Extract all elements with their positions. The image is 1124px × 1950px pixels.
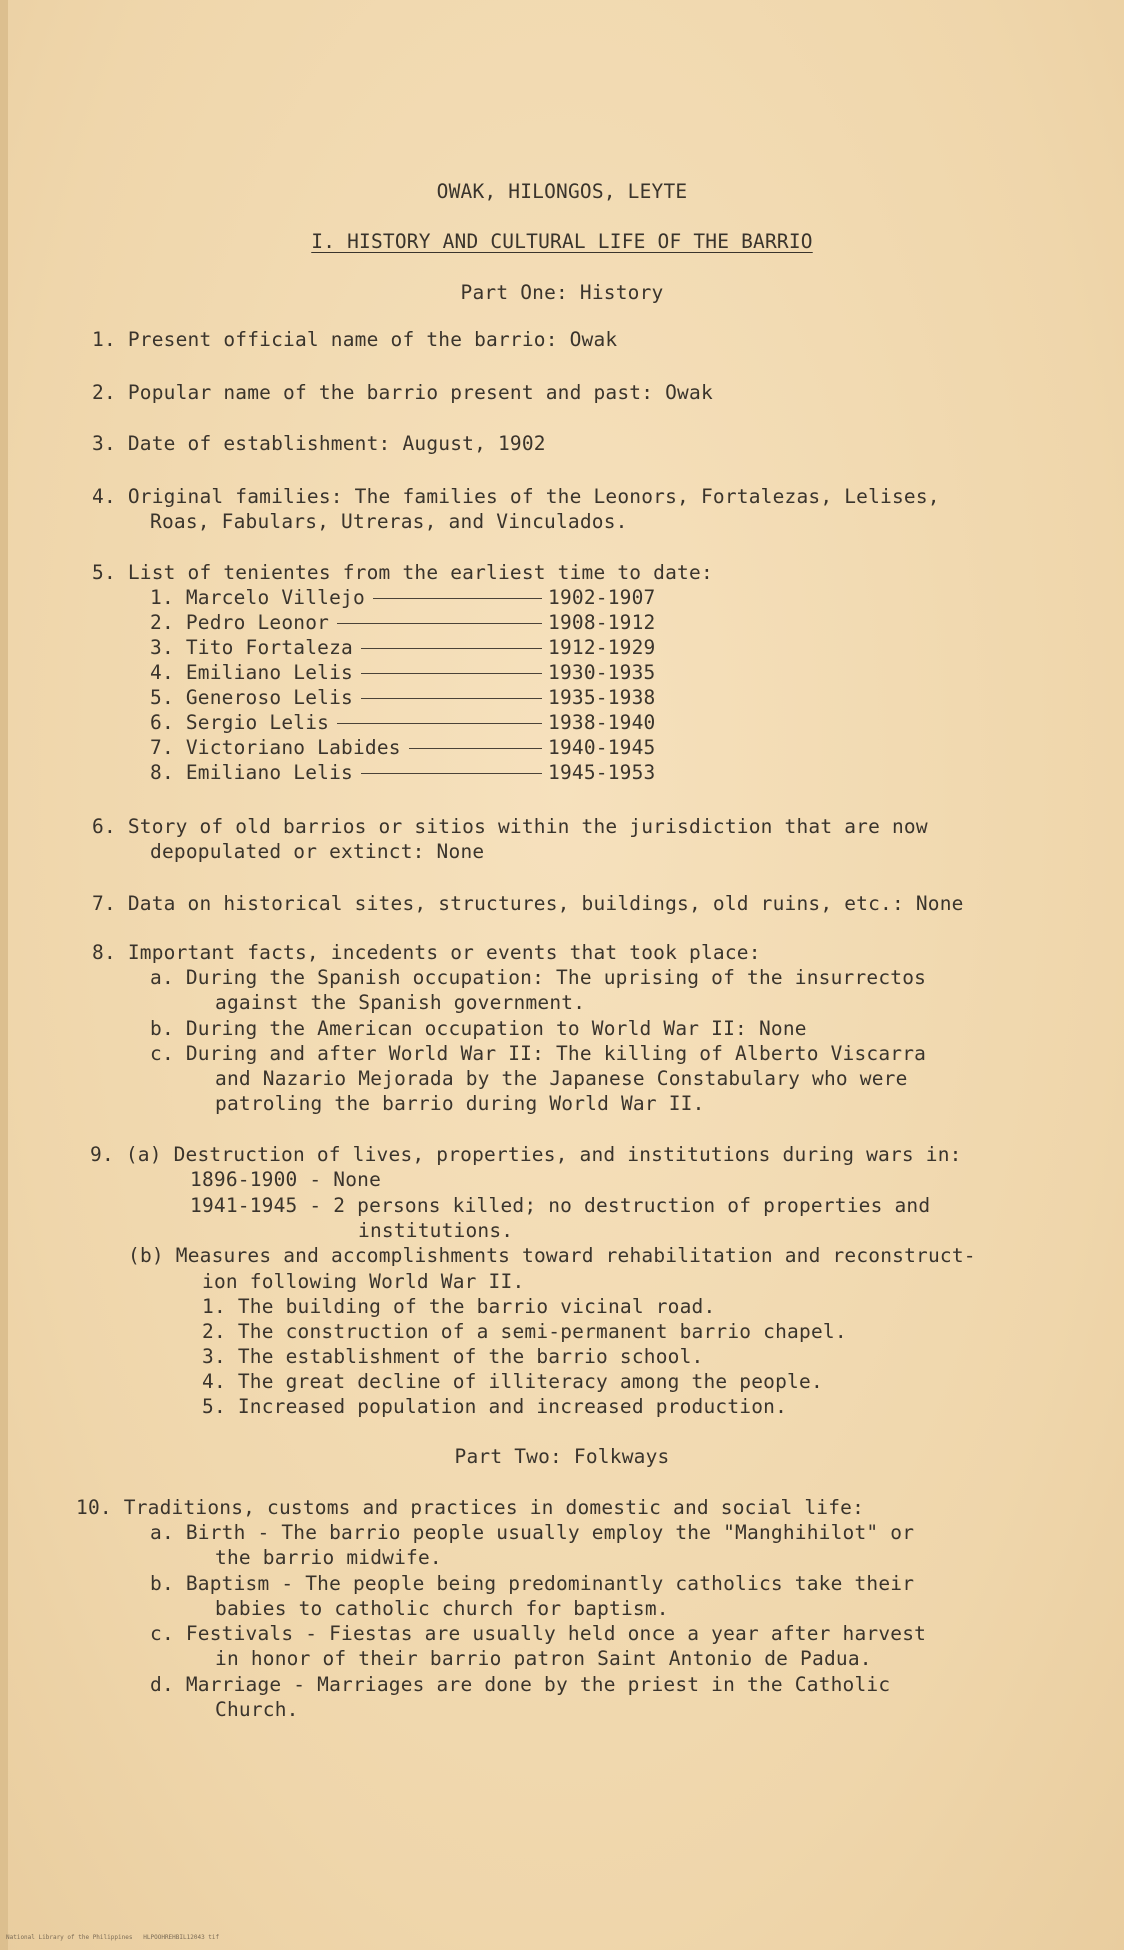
teniente-years: 1908-1912 [548,611,656,634]
archive-footer: National Library of the Philippines HLPOOHREHBIL12043 tif [6,1934,220,1941]
teniente-years: 1938-1940 [548,711,656,734]
question-10a-line-2: the barrio midwife. [215,1546,442,1569]
question-4-line-1: 4. Original families: The families of the Leonors, Fortalezas, Lelises, [92,485,940,508]
question-9b-item-3: 3. The establishment of the barrio school. [202,1345,704,1368]
leader-line [361,673,542,674]
question-10c-line-2: in honor of their barrio patron Saint Antonio de Padua. [215,1647,872,1670]
question-6-line-1: 6. Story of old barrios or sitios within the jurisdiction that are now [92,815,928,838]
question-9b-item-1: 1. The building of the barrio vicinal road. [202,1295,716,1318]
leader-line [337,623,542,624]
teniente-years: 1930-1935 [548,661,656,684]
question-10b-line-2: babies to catholic church for baptism. [215,1597,669,1620]
question-9b-line-1: (b) Measures and accomplishments toward rehabilitation and reconstruct- [128,1244,976,1267]
section-title: I. HISTORY AND CULTURAL LIFE OF THE BARRIO [311,230,813,253]
question-9a-line-3: 1941-1945 - 2 persons killed; no destruction of properties and [190,1194,931,1217]
question-6-line-2: depopulated or extinct: None [150,840,485,863]
question-7: 7. Data on historical sites, structures, buildings, old ruins, etc.: None [92,892,964,915]
question-10d-line-1: d. Marriage - Marriages are done by the priest in the Catholic [150,1673,891,1696]
teniente-years: 1912-1929 [548,636,656,659]
teniente-years: 1902-1907 [548,586,656,609]
place-heading: OWAK, HILONGOS, LEYTE [436,180,688,203]
question-2: 2. Popular name of the barrio present and past: Owak [92,381,713,404]
question-10c-line-1: c. Festivals - Fiestas are usually held once a year after harvest [150,1622,927,1645]
teniente-name: 2. Pedro Leonor [150,611,330,634]
question-9a-line-4: institutions. [358,1219,514,1242]
leader-line [409,748,542,749]
leader-line [337,723,542,724]
leader-line [361,648,542,649]
teniente-years: 1940-1945 [548,736,656,759]
teniente-name: 6. Sergio Lelis [150,711,330,734]
part-one-heading: Part One: History [460,281,664,304]
teniente-name: 4. Emiliano Lelis [150,661,353,684]
question-9b-line-2: ion following World War II. [202,1270,525,1293]
question-4-line-2: Roas, Fabulars, Utreras, and Vinculados. [150,510,628,533]
question-8: 8. Important facts, incedents or events that took place: [92,941,761,964]
teniente-name: 1. Marcelo Villejo [150,586,365,609]
leader-line [361,773,542,774]
question-9a-line-2: 1896-1900 - None [190,1168,382,1191]
question-9b-item-2: 2. The construction of a semi-permanent barrio chapel. [202,1320,847,1343]
question-8c-line-1: c. During and after World War II: The killing of Alberto Viscarra [150,1042,927,1065]
question-10a-line-1: a. Birth - The barrio people usually employ the "Manghihilot" or [150,1521,915,1544]
teniente-name: 3. Tito Fortaleza [150,636,353,659]
teniente-years: 1945-1953 [548,761,656,784]
part-two-heading: Part Two: Folkways [454,1445,670,1468]
teniente-years: 1935-1938 [548,686,656,709]
question-9a-line-1: 9. (a) Destruction of lives, properties, and institutions during wars in: [90,1143,962,1166]
question-8a-line-1: a. During the Spanish occupation: The uprising of the insurrectos [150,966,927,989]
question-9b-item-5: 5. Increased population and increased production. [202,1395,788,1418]
question-8c-line-3: patroling the barrio during World War II. [215,1092,705,1115]
question-10: 10. Traditions, customs and practices in domestic and social life: [76,1496,865,1519]
question-8c-line-2: and Nazario Mejorada by the Japanese Constabulary who were [215,1067,908,1090]
question-10b-line-1: b. Baptism - The people being predominantly catholics take their [150,1572,915,1595]
teniente-name: 7. Victoriano Labides [150,736,401,759]
leader-line [361,698,542,699]
leader-line [373,598,542,599]
question-1: 1. Present official name of the barrio: Owak [92,328,618,351]
teniente-name: 8. Emiliano Lelis [150,761,353,784]
question-9b-item-4: 4. The great decline of illiteracy among the people. [202,1370,823,1393]
question-10d-line-2: Church. [215,1698,299,1721]
question-8a-line-2: against the Spanish government. [215,991,586,1014]
question-8b: b. During the American occupation to World War II: None [150,1017,807,1040]
teniente-name: 5. Generoso Lelis [150,686,353,709]
question-5: 5. List of tenientes from the earliest time to date: [92,561,713,584]
question-3: 3. Date of establishment: August, 1902 [92,432,546,455]
